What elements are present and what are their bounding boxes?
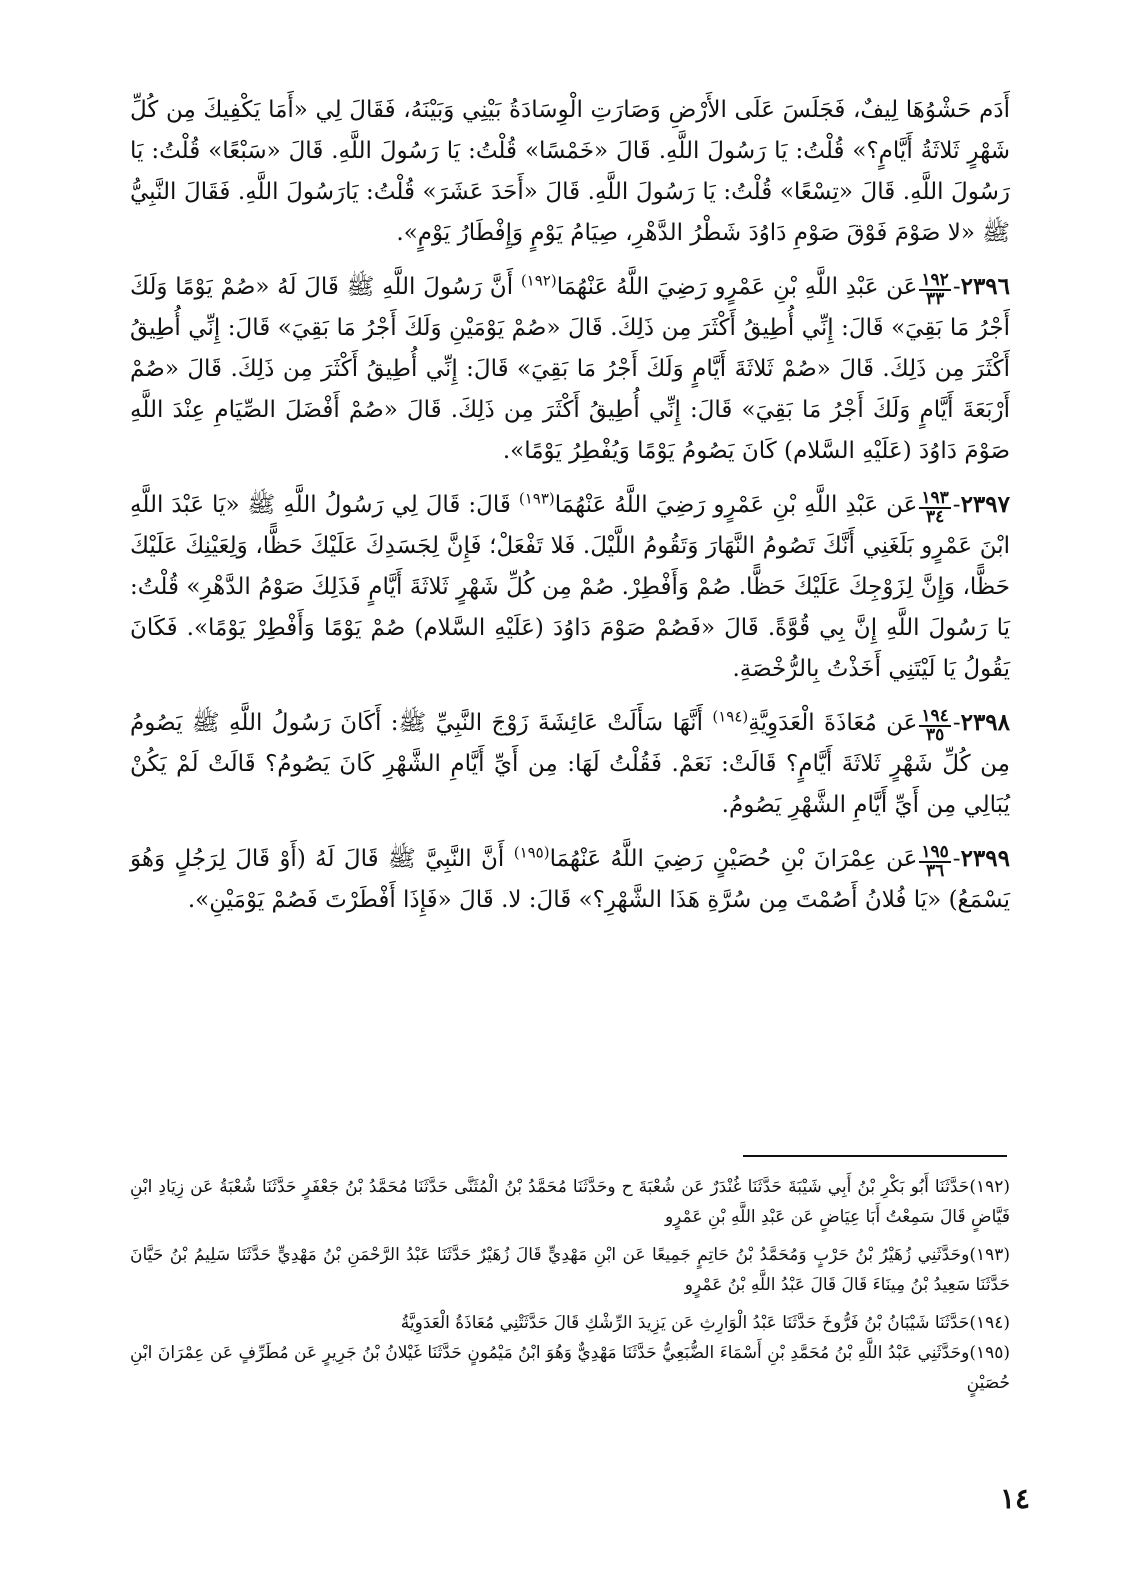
hadith-2396: ٢٣٩٦- $\frac{١٩٢}{٣٣}$ عَن عَبْدِ اللَّهِ بْنِ عَمْرٍو رَضِيَ اللَّهُ عَنْهُمَا$^{(١٩٢)}$ أَنَّ رَسُولَ اللَّهِ ﷺ قَالَ لَهُ «صُمْ يَوْمًا وَلَكَ أَجْرُ مَا بَقِيَ» قَالَ: إِنِّي أُطِيقُ أَكْثَرَ مِن ذَلِكَ. قَالَ «صُمْ يَوْمَيْنِ وَلَكَ أَجْرُ مَا بَقِيَ» قَالَ: إِنِّي أُطِيقُ أَكْثَرَ مِن ذَلِكَ. قَالَ «صُمْ ثَلاثَةَ أَيَّامٍ وَلَكَ أَجْرُ مَا بَقِيَ» قَالَ: إِنِّي أُطِيقُ أَكْثَرَ مِن ذَلِكَ. قَالَ «صُمْ أَرْبَعَةَ أَيَّامٍ وَلَكَ أَجْرُ مَا بَقِيَ» قَالَ: إِنِّي أُطِيقُ أَكْثَرَ مِن ذَلِكَ. قَالَ «صُمْ أَفْضَلَ الصِّيَامِ عِنْدَ اللَّهِ صَوْمَ دَاوُدَ (عَلَيْهِ السَّلام) كَانَ يَصُومُ يَوْمًا وَيُفْطِرُ يَوْمًا». [130, 270, 1011, 464]
footnote-label: (١٩٢) [969, 1177, 1010, 1197]
footnote-separator [743, 1155, 1007, 1157]
footnotes [130, 1172, 1010, 1406]
footnote-reference[interactable]: (١٩٤) [712, 707, 749, 726]
hadith-2398: ٢٣٩٨- $\frac{١٩٤}{٣٥}$ عَن مُعَاذَةَ الْعَدَوِيَّةِ$^{(١٩٤)}$ أَنَّهَا سَأَلَتْ عَائِشَةَ زَوْجَ النَّبِيِّ ﷺ: أَكَانَ رَسُولُ اللَّهِ ﷺ يَصُومُ مِن كُلِّ شَهْرٍ ثَلاثَةَ أَيَّامٍ؟ قَالَتْ: نَعَمْ. فَقُلْتُ لَهَا: مِن أَيِّ أَيَّامِ الشَّهْرِ كَانَ يَصُومُ؟ قَالَتْ لَمْ يَكُنْ يُبَالِي مِن أَيِّ أَيَّامِ الشَّهْرِ يَصُومُ. [130, 706, 1011, 818]
hadith-number: ٢٣٩٦ [960, 273, 1011, 300]
footnote-label: (١٩٥) [969, 1343, 1010, 1363]
hadith-text: أَنَّ رَسُولَ اللَّهِ ﷺ قَالَ لَهُ «صُمْ يَوْمًا وَلَكَ أَجْرُ مَا بَقِيَ» قَالَ: إِنِّي أُطِيقُ أَكْثَرَ مِن ذَلِكَ. قَالَ «صُمْ يَوْمَيْنِ وَلَكَ أَجْرُ مَا بَقِيَ» قَالَ: إِنِّي أُطِيقُ أَكْثَرَ مِن ذَلِكَ. قَالَ «صُمْ ثَلاثَةَ أَيَّامٍ وَلَكَ أَجْرُ مَا بَقِيَ» قَالَ: إِنِّي أُطِيقُ أَكْثَرَ مِن ذَلِكَ. قَالَ «صُمْ أَرْبَعَةَ أَيَّامٍ وَلَكَ أَجْرُ مَا بَقِيَ» قَالَ: إِنِّي أُطِيقُ أَكْثَرَ مِن ذَلِكَ. قَالَ «صُمْ أَفْضَلَ الصِّيَامِ عِنْدَ اللَّهِ صَوْمَ دَاوُدَ (عَلَيْهِ السَّلام) كَانَ يَصُومُ يَوْمًا وَيُفْطِرُ يَوْمًا». [130, 274, 1010, 464]
hadith-number: ٢٣٩٩ [960, 845, 1010, 872]
fraction-bottom: ٣٦ [925, 861, 945, 881]
footnote-195 [130, 1338, 1010, 1398]
hadith-narrator: عَن عَبْدِ اللَّهِ بْنِ عَمْرٍو رَضِيَ اللَّهُ عَنْهُمَا [554, 492, 918, 518]
footnote-reference[interactable]: (١٩٢) [520, 271, 557, 290]
fraction-top: ١٩٣ [921, 488, 949, 508]
hadith-number: ٢٣٩٧ [960, 491, 1010, 518]
footnote-label: (١٩٤) [969, 1313, 1010, 1333]
hadith-2399: ٢٣٩٩- $\frac{١٩٥}{٣٦}$ عَن عِمْرَانَ بْنِ حُصَيْنٍ رَضِيَ اللَّهُ عَنْهُمَا$^{(١٩٥)}$ أَنَّ النَّبِيَّ ﷺ قَالَ لَهُ (أَوْ قَالَ لِرَجُلٍ وَهُوَ يَسْمَعُ) «يَا فُلانُ أَصُمْتَ مِن سُرَّةِ هَذَا الشَّهْرِ؟» قَالَ: لا. قَالَ «فَإِذَا أَفْطَرْتَ فَصُمْ يَوْمَيْنِ». [130, 842, 1010, 913]
reference-fraction [919, 708, 950, 744]
hadith-text: أَنَّ النَّبِيَّ ﷺ قَالَ لَهُ (أَوْ قَالَ لِرَجُلٍ وَهُوَ يَسْمَعُ) «يَا فُلانُ أَصُمْتَ مِن سُرَّةِ هَذَا الشَّهْرِ؟» قَالَ: لا. قَالَ «فَإِذَا أَفْطَرْتَ فَصُمْ يَوْمَيْنِ». [130, 846, 1010, 913]
hadith-2397: ٢٣٩٧- $\frac{١٩٣}{٣٤}$ عَن عَبْدِ اللَّهِ بْنِ عَمْرٍو رَضِيَ اللَّهُ عَنْهُمَا$^{(١٩٣)}$ قَالَ: قَالَ لِي رَسُولُ اللَّهِ ﷺ «يَا عَبْدَ اللَّهِ ابْنَ عَمْرٍو بَلَغَنِي أَنَّكَ تَصُومُ النَّهَارَ وَتَقُومُ اللَّيْلَ. فَلا تَفْعَلْ؛ فَإِنَّ لِجَسَدِكَ عَلَيْكَ حَظًّا، وَلِعَيْنِكَ عَلَيْكَ حَظًّا، وَإِنَّ لِزَوْجِكَ عَلَيْكَ حَظًّا. صُمْ وَأَفْطِرْ. صُمْ مِن كُلِّ شَهْرٍ ثَلاثَةَ أَيَّامٍ فَذَلِكَ صَوْمُ الدَّهْرِ» قُلْتُ: يَا رَسُولَ اللَّهِ إِنَّ بِي قُوَّةً. قَالَ «فَصُمْ صَوْمَ دَاوُدَ (عَلَيْهِ السَّلام) صُمْ يَوْمًا وَأَفْطِرْ يَوْمًا». فَكَانَ يَقُولُ يَا لَيْتَنِي أَخَذْتُ بِالرُّخْصَةِ. [130, 488, 1010, 682]
fraction-top: ١٩٥ [921, 842, 949, 862]
fraction-bottom: ٣٣ [925, 289, 945, 309]
footnote-text: حَدَّثَنَا أَبُو بَكْرِ بْنُ أَبِي شَيْبَةَ حَدَّثَنَا غُنْدَرٌ عَن شُعْبَةَ ح وحَدَّثَنَا مُحَمَّدُ بْنُ الْمُثَنَّى حَدَّثَنَا مُحَمَّدُ بْنُ جَعْفَرٍ حَدَّثَنَا شُعْبَةُ عَن زِيَادِ ابْنِ فَيَّاضٍ قَالَ سَمِعْتُ أَبَا عِيَاضٍ عَن عَبْدِ اللَّهِ بْنِ عَمْرٍو [130, 1177, 1010, 1227]
hadith-narrator: عَن عَبْدِ اللَّهِ بْنِ عَمْرٍو رَضِيَ اللَّهُ عَنْهُمَا [556, 274, 918, 300]
reference-fraction [919, 490, 950, 526]
footnote-193 [130, 1240, 1010, 1300]
paragraph-continuation [130, 90, 1010, 254]
fraction-bottom: ٣٥ [925, 725, 945, 745]
footnote-text: وحَدَّثَنِي زُهَيْرُ بْنُ حَرْبٍ وَمُحَمَّدُ بْنُ حَاتِمٍ جَمِيعًا عَن ابْنِ مَهْدِيٍّ قَالَ زُهَيْرٌ حَدَّثَنَا عَبْدُ الرَّحْمَنِ بْنُ مَهْدِيٍّ حَدَّثَنَا سَلِيمُ بْنُ حَيَّانَ حَدَّثَنَا سَعِيدُ بْنُ مِينَاءَ قَالَ قَالَ عَبْدُ اللَّهِ بْنُ عَمْرٍو [130, 1245, 1010, 1295]
fraction-bottom: ٣٤ [925, 507, 945, 527]
hadith-text: أَنَّهَا سَأَلَتْ عَائِشَةَ زَوْجَ النَّبِيِّ ﷺ: أَكَانَ رَسُولُ اللَّهِ ﷺ يَصُومُ مِن كُلِّ شَهْرٍ ثَلاثَةَ أَيَّامٍ؟ قَالَتْ: نَعَمْ. فَقُلْتُ لَهَا: مِن أَيِّ أَيَّامِ الشَّهْرِ كَانَ يَصُومُ؟ قَالَتْ لَمْ يَكُنْ يُبَالِي مِن أَيِّ أَيَّامِ الشَّهْرِ يَصُومُ. [130, 710, 1010, 818]
hadith-narrator: عَن عِمْرَانَ بْنِ حُصَيْنٍ رَضِيَ اللَّهُ عَنْهُمَا [549, 846, 918, 872]
fraction-top: ١٩٤ [921, 706, 949, 726]
reference-fraction [919, 272, 950, 308]
footnote-192 [130, 1172, 1010, 1232]
footnote-label: (١٩٣) [969, 1245, 1010, 1265]
footnote-text: وحَدَّثَنِي عَبْدُ اللَّهِ بْنُ مُحَمَّدِ بْنِ أَسْمَاءَ الضُّبَعِيُّ حَدَّثَنَا مَهْدِيٌّ وَهُوَ ابْنُ مَيْمُونٍ حَدَّثَنَا غَيْلانُ بْنُ جَرِيرٍ عَن مُطَرِّفٍ عَن عِمْرَانَ ابْنِ حُصَيْنٍ [130, 1343, 1010, 1393]
hadith-narrator: عَن مُعَاذَةَ الْعَدَوِيَّةِ [748, 710, 918, 736]
main-text [130, 90, 1010, 933]
page-number: ١٤ [1000, 1482, 1031, 1515]
footnote-194 [130, 1308, 1010, 1338]
hadith-text: قَالَ: قَالَ لِي رَسُولُ اللَّهِ ﷺ «يَا عَبْدَ اللَّهِ ابْنَ عَمْرٍو بَلَغَنِي أَنَّكَ تَصُومُ النَّهَارَ وَتَقُومُ اللَّيْلَ. فَلا تَفْعَلْ؛ فَإِنَّ لِجَسَدِكَ عَلَيْكَ حَظًّا، وَلِعَيْنِكَ عَلَيْكَ حَظًّا، وَإِنَّ لِزَوْجِكَ عَلَيْكَ حَظًّا. صُمْ وَأَفْطِرْ. صُمْ مِن كُلِّ شَهْرٍ ثَلاثَةَ أَيَّامٍ فَذَلِكَ صَوْمُ الدَّهْرِ» قُلْتُ: يَا رَسُولَ اللَّهِ إِنَّ بِي قُوَّةً. قَالَ «فَصُمْ صَوْمَ دَاوُدَ (عَلَيْهِ السَّلام) صُمْ يَوْمًا وَأَفْطِرْ يَوْمًا». فَكَانَ يَقُولُ يَا لَيْتَنِي أَخَذْتُ بِالرُّخْصَةِ. [130, 492, 1010, 682]
paragraph-text: أَدَم حَشْوُهَا لِيفٌ، فَجَلَسَ عَلَى الأَرْضِ وَصَارَتِ الْوِسَادَةُ بَيْنِي وَبَيْنَهُ، فَقَالَ لِي «أَمَا يَكْفِيكَ مِن كُلِّ شَهْرٍ ثَلاثَةُ أَيَّامٍ؟» قُلْتُ: يَا رَسُولَ اللَّهِ. قَالَ «خَمْسًا» قُلْتُ: يَا رَسُولَ اللَّهِ. قَالَ «سَبْعًا» قُلْتُ: يَا رَسُولَ اللَّهِ. قَالَ «تِسْعًا» قُلْتُ: يَا رَسُولَ اللَّهِ. قَالَ «أَحَدَ عَشَرَ» قُلْتُ: يَارَسُولَ اللَّهِ. فَقَالَ النَّبِيُّ ﷺ «لا صَوْمَ فَوْقَ صَوْمِ دَاوُدَ شَطْرُ الدَّهْرِ، صِيَامُ يَوْمٍ وَإِفْطَارُ يَوْمٍ». [130, 97, 1010, 246]
fraction-top: ١٩٢ [921, 270, 949, 290]
reference-fraction [919, 844, 950, 880]
footnote-text: حَدَّثَنَا شَيْبَانُ بْنُ فَرُّوخَ حَدَّثَنَا عَبْدُ الْوَارِثِ عَن يَزِيدَ الرِّشْكِ قَالَ حَدَّثَتْنِي مُعَاذَةُ الْعَدَوِيَّةُ [400, 1313, 970, 1333]
footnote-reference[interactable]: (١٩٥) [513, 843, 550, 862]
hadith-number: ٢٣٩٨ [960, 709, 1011, 736]
footnote-reference[interactable]: (١٩٣) [518, 489, 555, 508]
